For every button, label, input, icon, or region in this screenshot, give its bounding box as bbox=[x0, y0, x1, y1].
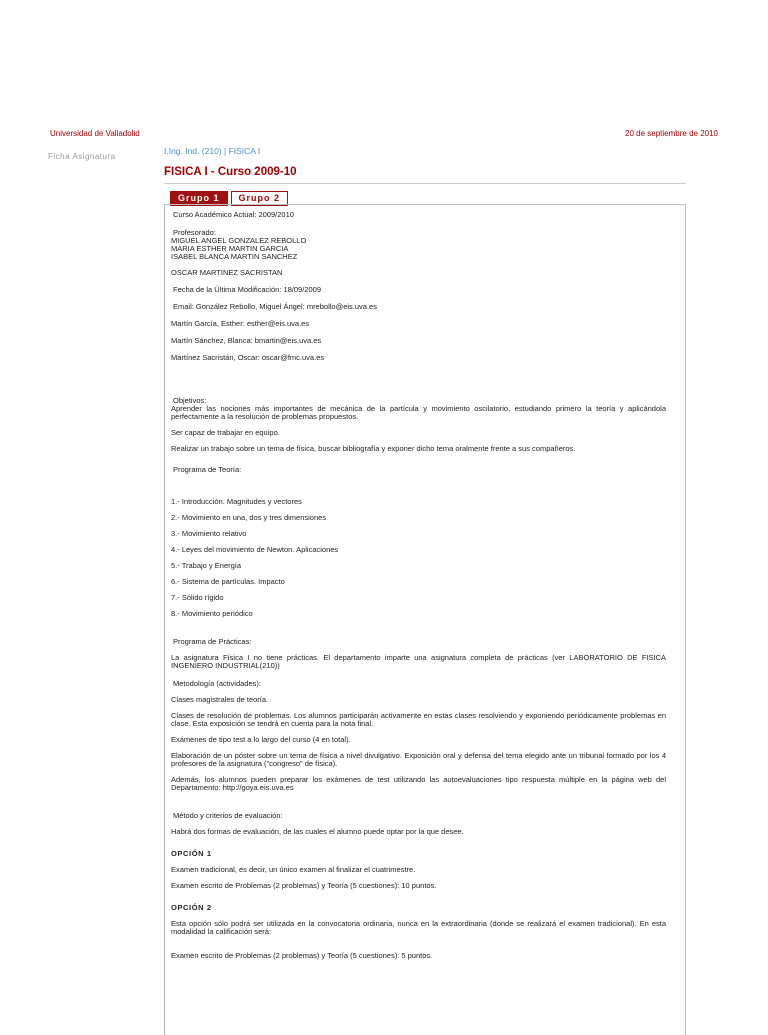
current-date: 20 de septiembre de 2010 bbox=[625, 129, 718, 138]
opcion-2-text: Esta opción sólo podrá ser utilizada en la convocatoria ordinaria, nunca en la extraordinaria (donde se realizará el examen tradicional). En esta modalidad la calificación será: bbox=[171, 919, 666, 936]
profesor: MIGUEL ANGEL GONZALEZ REBOLLO bbox=[171, 236, 307, 245]
tema-item: 3.- Movimiento relativo bbox=[171, 529, 247, 538]
opcion-1-examen: Examen escrito de Problemas (2 problemas) y Teoría (5 cuestiones): 10 puntos. bbox=[171, 881, 437, 890]
metodologia-item: Elaboración de un póster sobre un tema de física a nivel divulgativo. Exposición oral y defensa del tema elegido ante un tribunal formado por los 4 profesores de la asignatura ("congreso" de física). bbox=[171, 751, 666, 768]
opcion-1-text: Examen tradicional, es decir, un único examen al finalizar el cuatrimestre. bbox=[171, 865, 416, 874]
course-title: FISICA I - Curso 2009-10 bbox=[164, 166, 297, 178]
practicas-text: La asignatura Física I no tiene prácticas. El departamento imparte una asignatura completa de prácticas (ver LABORATORIO DE FISICA INGENIERO INDUSTRIAL(210)) bbox=[171, 653, 666, 670]
evaluacion-intro: Habrá dos formas de evaluación, de las cuales el alumno puede optar por la que desee. bbox=[171, 827, 464, 836]
profesor: MARIA ESTHER MARTIN GARCIA bbox=[171, 244, 289, 253]
title-divider bbox=[164, 183, 686, 184]
metodologia-item: Además, los alumnos pueden preparar los exámenes de test utilizando las autoevaluaciones tipo respuesta múltiple en la página web del Departamento: http://goya.eis.uva.es bbox=[171, 775, 666, 792]
opcion-2-examen: Examen escrito de Problemas (2 problemas) y Teoría (5 cuestiones): 5 puntos. bbox=[171, 951, 433, 960]
objetivo-item: Realizar un trabajo sobre un tema de física, buscar bibliografía y exponer dicho tema oralmente frente a sus compañeros. bbox=[171, 444, 576, 453]
evaluacion-label: Método y criterios de evaluación: bbox=[173, 811, 283, 820]
ficha-asignatura-label: Ficha Asignatura bbox=[48, 152, 116, 161]
programa-teoria-label: Programa de Teoría: bbox=[173, 465, 242, 474]
breadcrumb[interactable]: I.Ing. Ind. (210) | FISICA I bbox=[164, 146, 261, 156]
tema-item: 7.- Sólido rígido bbox=[171, 593, 224, 602]
profesor: ISABEL BLANCA MARTIN SANCHEZ bbox=[171, 252, 298, 261]
objetivos-text: Aprender las nociones más importantes de mecánica de la partícula y movimiento oscilatorio, estudiando primero la teoría y aplicándola perfectamente a la resolución de problemas propuestos. bbox=[171, 404, 666, 421]
email-item: Martínez Sacristán, Oscar: oscar@fmc.uva.es bbox=[171, 353, 325, 362]
metodologia-item: Exámenes de tipo test a lo largo del curso (4 en total). bbox=[171, 735, 351, 744]
tema-item: 5.- Trabajo y Energía bbox=[171, 561, 242, 570]
email-item: Martín García, Esther: esther@eis.uva.es bbox=[171, 319, 310, 328]
objetivo-item: Ser capaz de trabajar en equipo. bbox=[171, 428, 280, 437]
tema-item: 4.- Leyes del movimiento de Newton. Aplicaciones bbox=[171, 545, 339, 554]
opcion-2-label: OPCIÓN 2 bbox=[171, 903, 212, 912]
objetivos-label: Objetivos: bbox=[173, 396, 207, 405]
profesorado-label: Profesorado: bbox=[173, 228, 216, 237]
metodologia-item: Clases magistrales de teoría. bbox=[171, 695, 269, 704]
email-line: Email: González Rebollo, Miguel Ángel: mrebollo@eis.uva.es bbox=[173, 302, 377, 311]
tab-grupo-2[interactable]: Grupo 2 bbox=[231, 191, 289, 206]
opcion-1-label: OPCIÓN 1 bbox=[171, 849, 212, 858]
tema-item: 2.- Movimiento en una, dos y tres dimensiones bbox=[171, 513, 327, 522]
curso-academico: Curso Académico Actual: 2009/2010 bbox=[173, 210, 294, 219]
tema-item: 6.- Sistema de partículas. Impacto bbox=[171, 577, 285, 586]
tab-grupo-1[interactable]: Grupo 1 bbox=[170, 191, 228, 206]
metodologia-item: Clases de resolución de problemas. Los alumnos participarán activamente en estas clases resolviendo y exponiendo periódicamente problemas en clase. Esta exposición se tendrá en cuenta para la nota final. bbox=[171, 711, 666, 728]
email-item: Martín Sánchez, Blanca: bmartin@eis.uva.es bbox=[171, 336, 322, 345]
programa-practicas-label: Programa de Prácticas: bbox=[173, 637, 252, 646]
university-name: Universidad de Valladolid bbox=[50, 129, 140, 138]
profesor-extra: OSCAR MARTINEZ SACRISTAN bbox=[171, 268, 283, 277]
fecha-modificacion: Fecha de la Última Modificación: 18/09/2009 bbox=[173, 285, 322, 294]
course-content bbox=[171, 211, 666, 960]
metodologia-label: Metodología (actividades): bbox=[173, 679, 261, 688]
tema-item: 8.- Movimiento periódico bbox=[171, 609, 253, 618]
tema-item: 1.- Introducción. Magnitudes y vectores bbox=[171, 497, 302, 506]
